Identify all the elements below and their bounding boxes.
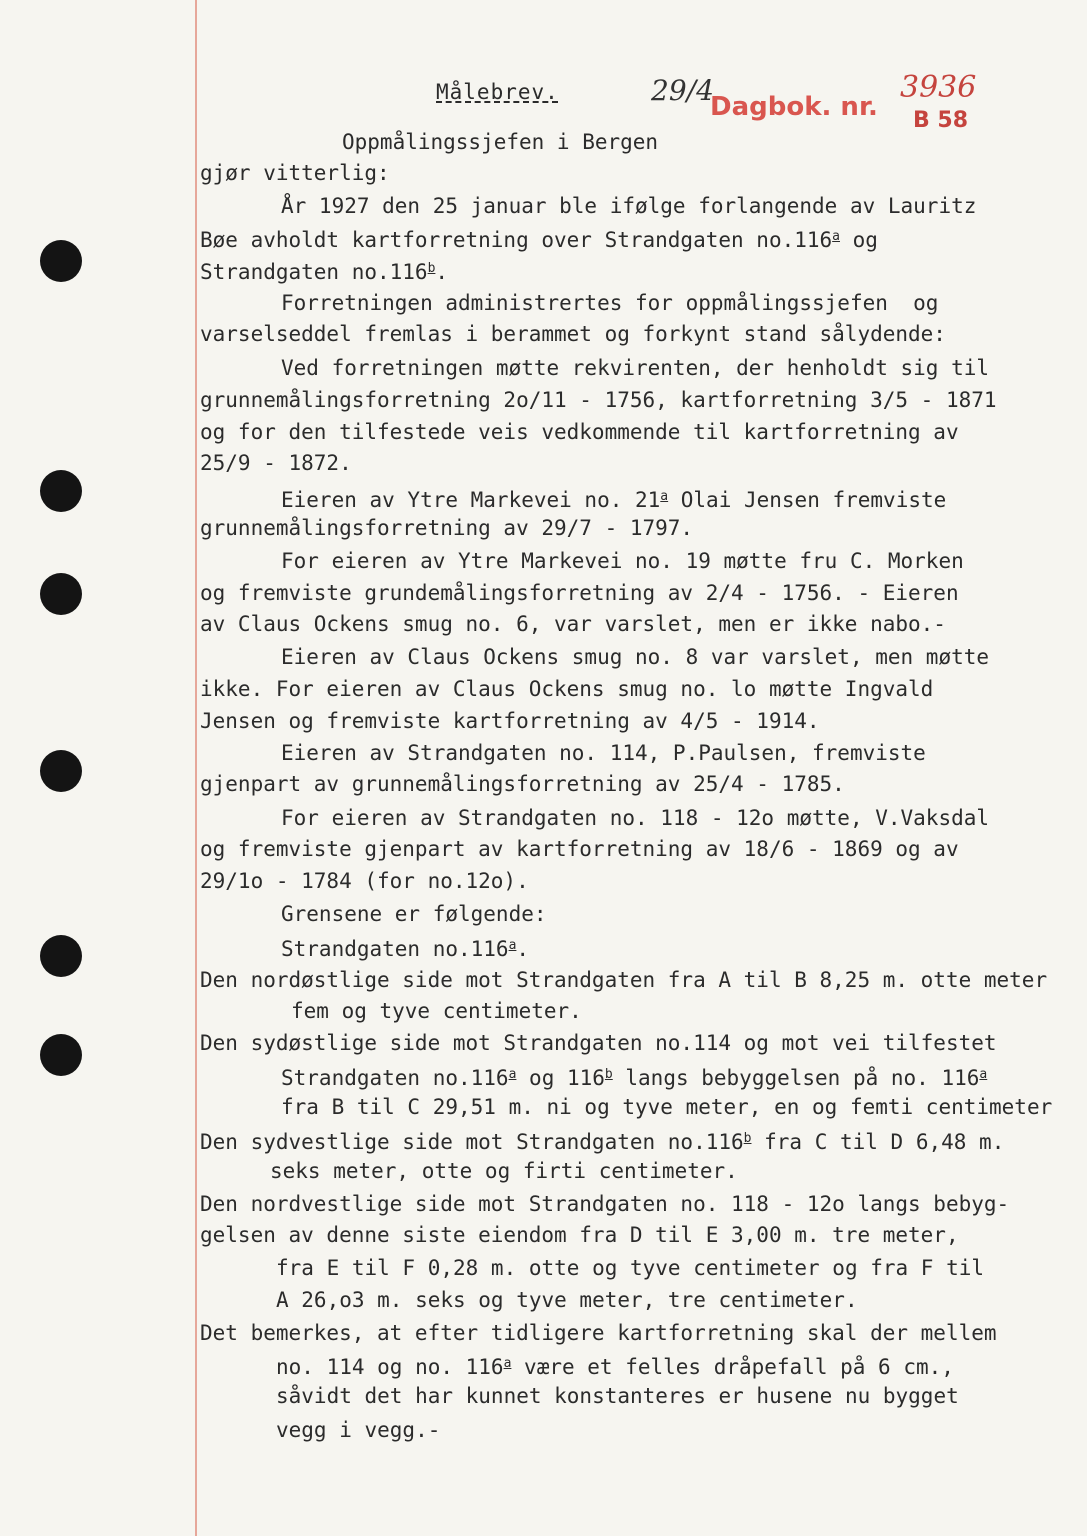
text-line: Den sydøstlige side mot Strandgaten no.114 og mot vei tilfestet bbox=[200, 1031, 997, 1055]
text-line: Grensene er følgende: bbox=[281, 902, 547, 926]
text-line: og fremviste grundemålingsforretning av 2/4 - 1756. - Eieren bbox=[200, 581, 959, 605]
text-line: Jensen og fremviste kartforretning av 4/5 - 1914. bbox=[200, 709, 820, 733]
text-line: gjør vitterlig: bbox=[200, 161, 390, 185]
superscript: a bbox=[832, 229, 840, 244]
stamp-number: 3936 bbox=[900, 70, 977, 105]
text-line: varselseddel fremlas i berammet og forkynt stand sålydende: bbox=[200, 322, 946, 346]
document-title: Målebrev. bbox=[436, 80, 559, 104]
text-line: Strandgaten no.116$^a$. bbox=[281, 937, 530, 961]
dagbok-stamp: Dagbok. nr. bbox=[710, 92, 878, 122]
text-line: fra E til F 0,28 m. otte og tyve centimeter og fra F til bbox=[276, 1256, 985, 1280]
text-line: Den nordøstlige side mot Strandgaten fra A til B 8,25 m. otte meter bbox=[200, 968, 1048, 992]
text-line: fem og tyve centimeter. bbox=[291, 999, 582, 1023]
superscript: a bbox=[508, 938, 517, 953]
text-line: gelsen av denne siste eiendom fra D til E 3,00 m. tre meter, bbox=[200, 1223, 959, 1247]
superscript: b bbox=[427, 261, 436, 276]
text-line: Den sydvestlige side mot Strandgaten no.116$^b$ fra C til D 6,48 m. bbox=[200, 1130, 1005, 1154]
superscript: b bbox=[743, 1131, 752, 1146]
text-line: no. 114 og no. 116$^a$ være et felles dråpefall på 6 cm., bbox=[276, 1355, 954, 1379]
text-line: A 26,o3 m. seks og tyve meter, tre centimeter. bbox=[276, 1288, 858, 1312]
text-line: Strandgaten no.116$^b$. bbox=[200, 260, 449, 284]
text-line: Bøe avholdt kartforretning over Strandgaten no.116$^a$ og bbox=[200, 228, 878, 252]
punch-hole bbox=[40, 1034, 82, 1076]
punch-hole bbox=[40, 573, 82, 615]
superscript: b bbox=[604, 1067, 613, 1082]
punch-hole bbox=[40, 935, 82, 977]
text-line: av Claus Ockens smug no. 6, var varslet, men er ikke nabo.- bbox=[200, 612, 946, 636]
text-line: For eieren av Strandgaten no. 118 - 12o møtte, V.Vaksdal bbox=[281, 806, 990, 830]
text-line: fra B til C 29,51 m. ni og tyve meter, en og femti centimeter bbox=[281, 1095, 1053, 1119]
text-line: Eieren av Strandgaten no. 114, P.Paulsen, fremviste bbox=[281, 741, 926, 765]
text-line: Det bemerkes, at efter tidligere kartforretning skal der mellem bbox=[200, 1321, 997, 1345]
superscript: a bbox=[503, 1356, 512, 1371]
text-line: seks meter, otte og firti centimeter. bbox=[270, 1159, 738, 1183]
text-line: og for den tilfestede veis vedkommende til kartforretning av bbox=[200, 420, 959, 444]
text-line: grunnemålingsforretning 2o/11 - 1756, kartforretning 3/5 - 1871 bbox=[200, 388, 997, 412]
superscript: a bbox=[979, 1067, 988, 1082]
text-line: 25/9 - 1872. bbox=[200, 451, 352, 475]
text-line: 29/1o - 1784 (for no.12o). bbox=[200, 869, 529, 893]
margin-rule bbox=[195, 0, 197, 1536]
punch-hole bbox=[40, 470, 82, 512]
text-line: gjenpart av grunnemålingsforretning av 25/4 - 1785. bbox=[200, 772, 845, 796]
handwritten-date: 29/4 bbox=[651, 74, 714, 107]
text-line: For eieren av Ytre Markevei no. 19 møtte fru C. Morken bbox=[281, 549, 964, 573]
text-line: ikke. For eieren av Claus Ockens smug no. lo møtte Ingvald bbox=[200, 677, 934, 701]
text-line: vegg i vegg.- bbox=[276, 1418, 441, 1442]
superscript: a bbox=[508, 1067, 517, 1082]
text-line: Eieren av Claus Ockens smug no. 8 var varslet, men møtte bbox=[281, 645, 990, 669]
text-line: og fremviste gjenpart av kartforretning av 18/6 - 1869 og av bbox=[200, 837, 959, 861]
text-line: Ved forretningen møtte rekvirenten, der henholdt sig til bbox=[281, 356, 990, 380]
text-line: Eieren av Ytre Markevei no. 21$^a$ Olai Jensen fremviste bbox=[281, 488, 947, 512]
text-line: såvidt det har kunnet konstanteres er husene nu bygget bbox=[276, 1384, 959, 1408]
text-line: Oppmålingssjefen i Bergen bbox=[342, 130, 659, 154]
stamp-year: B 58 bbox=[913, 108, 969, 133]
text-line: grunnemålingsforretning av 29/7 - 1797. bbox=[200, 516, 694, 540]
punch-hole bbox=[40, 240, 82, 282]
punch-hole bbox=[40, 750, 82, 792]
text-line: Strandgaten no.116$^a$ og 116$^b$ langs bebyggelsen på no. 116$^a$ bbox=[281, 1066, 988, 1090]
text-line: Forretningen administrertes for oppmålingssjefen og bbox=[281, 291, 939, 315]
text-line: Den nordvestlige side mot Strandgaten no. 118 - 12o langs bebyg- bbox=[200, 1192, 1010, 1216]
text-line: År 1927 den 25 januar ble ifølge forlangende av Lauritz bbox=[281, 194, 977, 218]
superscript: a bbox=[660, 489, 669, 504]
